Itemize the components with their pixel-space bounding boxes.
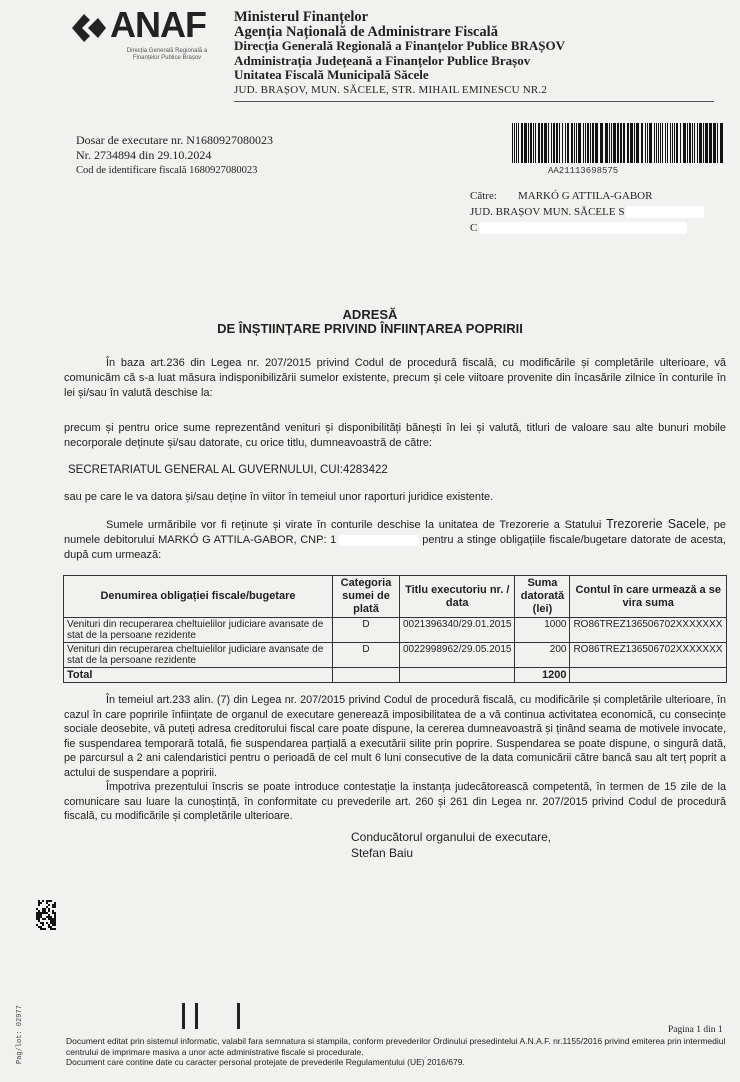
qr-module — [48, 916, 50, 918]
barcode-bar — [571, 123, 573, 163]
logo-subtitle: Direcția Generală Regională a Finanțelor Publice Brașov — [126, 48, 208, 61]
barcode-bar — [713, 123, 716, 163]
qr-module — [50, 916, 52, 918]
qr-module — [40, 914, 42, 916]
logo-text: ANAF — [110, 4, 206, 45]
barcode-bar — [627, 123, 629, 163]
total-label: Total — [64, 668, 333, 683]
footer-line: Document care contine date cu caracter personal protejate de prevederile Regulamentului (UE) 2016/679. — [66, 1057, 465, 1067]
qr-module — [42, 908, 44, 910]
registration-number: Nr. 2734894 din 29.10.2024 — [76, 148, 212, 162]
qr-module — [48, 900, 50, 902]
barcode-bar — [541, 123, 543, 163]
barcode-bar — [565, 123, 566, 163]
qr-module — [38, 918, 40, 920]
column-header: Titlu executoriu nr. / data — [400, 576, 515, 618]
print-mark — [237, 1003, 240, 1029]
qr-module — [38, 900, 40, 902]
qr-module — [52, 920, 54, 922]
qr-module — [42, 922, 44, 924]
qr-module — [52, 906, 54, 908]
barcode-bar — [672, 123, 673, 163]
obligation-category: D — [333, 618, 400, 643]
obligation-title: 0022998962/29.05.2015 — [400, 643, 515, 668]
barcode-bar — [705, 123, 708, 163]
page-number: Pagina 1 din 1 — [668, 1025, 723, 1035]
creditor-name: SECRETARIATUL GENERAL AL GUVERNULUI, CUI:4283422 — [68, 464, 388, 476]
barcode-bar — [634, 123, 635, 163]
addressee-name: MARKÓ G ATTILA-GABOR — [518, 190, 653, 202]
qr-module — [46, 916, 48, 918]
body-paragraph-treasury — [64, 517, 726, 563]
obligation-name: Venituri din recuperarea cheltuielilor judiciare avansate de stat de la persoane rezidente — [64, 643, 333, 668]
print-mark — [195, 1003, 198, 1029]
qr-module — [44, 910, 46, 912]
side-lot-text: Pag/lot: 02977 — [16, 1005, 24, 1064]
qr-module — [50, 900, 52, 902]
qr-module — [40, 926, 42, 928]
barcode-bar — [514, 123, 515, 163]
qr-module — [44, 912, 46, 914]
treasury-text: Sumele urmăribile vor fi reținute și virate în conturile deschise la unitatea de Trezorerie a Statului — [106, 519, 602, 531]
footer-notice — [66, 1036, 726, 1068]
anaf-logo — [68, 4, 228, 68]
table-header-row — [64, 576, 727, 618]
qr-module — [40, 912, 42, 914]
qr-module — [54, 922, 56, 924]
barcode-bar — [574, 123, 575, 163]
addressee-label: Către: — [470, 190, 497, 202]
barcode-bar — [518, 123, 519, 163]
barcode-bar — [703, 123, 704, 163]
barcode-bar — [587, 123, 589, 163]
barcode-bar — [538, 123, 540, 163]
qr-module — [38, 926, 40, 928]
qr-module — [48, 918, 50, 920]
barcode-bar — [533, 123, 534, 163]
barcode-bar — [665, 123, 666, 163]
table-row — [64, 643, 727, 668]
qr-module — [52, 928, 54, 930]
obligation-category: D — [333, 643, 400, 668]
signature-block — [351, 829, 551, 861]
qr-module — [52, 912, 54, 914]
empty-cell — [400, 668, 515, 683]
barcode-bar — [692, 123, 693, 163]
barcode-bar — [578, 123, 581, 163]
barcode-bar — [662, 123, 663, 163]
qr-module — [54, 920, 56, 922]
qr-module — [38, 914, 40, 916]
barcode-bar — [585, 123, 586, 163]
qr-module — [42, 928, 44, 930]
qr-module — [46, 902, 48, 904]
qr-module — [42, 910, 44, 912]
barcode-bar — [524, 123, 527, 163]
qr-module — [54, 916, 56, 918]
barcode-bar — [600, 123, 603, 163]
barcode-bar — [680, 123, 681, 163]
qr-module — [36, 916, 38, 918]
total-amount: 1200 — [515, 668, 570, 683]
header-line: Administrația Județeană a Finanțelor Publice Brașov — [234, 52, 531, 68]
qr-module — [48, 910, 50, 912]
qr-module — [50, 920, 52, 922]
barcode-bar — [620, 123, 622, 163]
empty-cell — [570, 668, 727, 683]
barcode-bar — [562, 123, 563, 163]
body-paragraph: În baza art.236 din Legea nr. 207/2015 privind Codul de procedură fiscală, cu modificările și completările ulterioare, vă comunicăm că s-a luat măsura indisponibilizării sumelor existente, precum și cele viitoare provenite din încasările zilnice în conturile în lei și/sau în valută deschise la: — [64, 357, 726, 399]
qr-module — [50, 926, 52, 928]
header-address: JUD. BRAȘOV, MUN. SĂCELE, STR. MIHAIL EMINESCU NR.2 — [234, 83, 548, 96]
barcode-bar — [551, 123, 552, 163]
qr-module — [44, 928, 46, 930]
qr-module — [42, 918, 44, 920]
barcode — [512, 123, 726, 163]
addressee-address-line: JUD. BRAȘOV MUN. SĂCELE S — [470, 206, 625, 218]
barcode-bar — [576, 123, 577, 163]
qr-module — [36, 918, 38, 920]
qr-module — [54, 924, 56, 926]
barcode-bar — [636, 123, 639, 163]
qr-module — [54, 912, 56, 914]
qr-module — [38, 912, 40, 914]
header-line: Unitatea Fiscală Municipală Săcele — [234, 67, 429, 82]
header-line: Agenția Națională de Administrare Fiscală — [234, 23, 498, 40]
barcode-bar — [699, 123, 702, 163]
obligation-title: 0021396340/29.01.2015 — [400, 618, 515, 643]
barcode-bar — [676, 123, 678, 163]
barcode-bar — [590, 123, 591, 163]
barcode-bar — [567, 123, 569, 163]
empty-cell — [333, 668, 400, 683]
barcode-bar — [645, 123, 646, 163]
barcode-bar — [687, 123, 688, 163]
qr-module — [46, 906, 48, 908]
qr-module — [44, 918, 46, 920]
qr-module — [38, 916, 40, 918]
qr-module — [36, 912, 38, 914]
barcode-number: AA21113698575 — [548, 166, 619, 176]
barcode-bar — [717, 123, 718, 163]
redaction-mark — [626, 206, 704, 218]
barcode-bar — [512, 123, 513, 163]
obligation-account: RO86TREZ136506702XXXXXXX — [570, 618, 727, 643]
qr-module — [38, 902, 40, 904]
debtor-text: , pe numele debitorului MARKÓ G ATTILA-GABOR, CNP: 1 — [64, 519, 726, 546]
barcode-bar — [667, 123, 668, 163]
barcode-bar — [697, 123, 698, 163]
qr-module — [54, 904, 56, 906]
column-header: Contul în care urmează a se vira suma — [570, 576, 727, 618]
qr-module — [52, 910, 54, 912]
column-header: Suma datorată (lei) — [515, 576, 570, 618]
barcode-bar — [656, 123, 657, 163]
signatory-role: Conducătorul organului de executare, — [351, 830, 552, 844]
qr-module — [36, 914, 38, 916]
redaction-mark — [339, 535, 419, 546]
barcode-bar — [609, 123, 610, 163]
document-subtitle: DE ÎNȘTIINȚARE PRIVIND ÎNFIINȚAREA POPRIRII — [217, 321, 523, 336]
barcode-bar — [605, 123, 608, 163]
qr-module — [48, 914, 50, 916]
qr-module — [54, 928, 56, 930]
header-line: Ministerul Finanțelor — [234, 9, 369, 25]
barcode-bar — [683, 123, 686, 163]
qr-module — [42, 912, 44, 914]
column-header: Denumirea obligației fiscale/bugetare — [64, 576, 333, 618]
qr-module — [40, 922, 42, 924]
qr-module — [50, 928, 52, 930]
anaf-emblem-icon — [68, 10, 108, 46]
obligation-amount: 200 — [515, 643, 570, 668]
barcode-bar — [535, 123, 536, 163]
barcode-bar — [544, 123, 547, 163]
treasury-name: Trezorerie Sacele — [606, 517, 706, 531]
barcode-bar — [595, 123, 598, 163]
qr-module — [40, 916, 42, 918]
purpose-text: pentru a stinge obligațiile fiscale/bugetare datorate de acesta, după cum urmează: — [64, 534, 726, 561]
table-total-row — [64, 668, 727, 683]
barcode-bar — [556, 123, 558, 163]
barcode-bar — [720, 123, 723, 163]
barcode-bar — [528, 123, 529, 163]
qr-module — [40, 902, 42, 904]
qr-module — [52, 918, 54, 920]
redaction-mark — [479, 222, 687, 234]
barcode-bar — [641, 123, 643, 163]
qr-module — [54, 914, 56, 916]
qr-module — [48, 908, 50, 910]
qr-module — [40, 928, 42, 930]
qr-module — [46, 922, 48, 924]
addressee-address-line: C — [470, 222, 478, 234]
header-divider — [234, 101, 714, 102]
obligation-amount: 1000 — [515, 618, 570, 643]
barcode-bar — [592, 123, 594, 163]
legal-paragraph: În temeiul art.233 alin. (7) din Legea nr. 207/2015 privind Codul de procedură fiscală, cu modificările și completările ulterioare, în cazul în care popririle înființate de organul de executare generează imposibilitatea de a vă continua activitatea economică, cu consecințe sociale deosebite, vă puteți adresa creditorului fiscal care poate dispune, la cererea dumneavoastră și ținând seama de motivele invocate, fie suspendarea temporară totală, fie suspendarea parțială a executării silite prin poprire. Suspendarea se poate dispune, o singură dată, pe parcursul a 2 ani calendaristici pentru o perioadă de cel mult 6 luni consecutive de la data comunicării către bancă sau alt terț poprit a actului de suspendare a popririi. — [64, 694, 726, 779]
table-row — [64, 618, 727, 643]
barcode-bar — [553, 123, 555, 163]
barcode-bar — [660, 123, 661, 163]
barcode-bar — [530, 123, 532, 163]
print-mark — [182, 1003, 185, 1029]
qr-module — [38, 904, 40, 906]
qr-module — [54, 906, 56, 908]
qr-module — [52, 904, 54, 906]
document-title: ADRESĂ — [342, 307, 398, 322]
legal-paragraph: Împotriva prezentului înscris se poate introduce contestație la instanța judecătorească competentă, în termen de 15 zile de la comunicare sau luare la cunoștință, în conformitate cu prevederile art. 260 și 261 din Legea nr. 207/2015 privind Codul de procedură fiscală, cu modificările și completările ulterioare. — [64, 781, 726, 822]
barcode-bar — [548, 123, 549, 163]
signatory-name: Stefan Baiu — [351, 846, 414, 860]
barcode-bar — [623, 123, 625, 163]
body-paragraph: sau pe care le va datora și/sau deține în viitor în temeiul unor raporturi juridice existente. — [64, 491, 494, 503]
barcode-bar — [516, 123, 517, 163]
barcode-bar — [583, 123, 584, 163]
qr-module — [42, 900, 44, 902]
qr-module — [50, 918, 52, 920]
barcode-bar — [694, 123, 695, 163]
column-header: Categoria sumei de plată — [333, 576, 400, 618]
dossier-number: Dosar de executare nr. N1680927080023 — [76, 133, 273, 147]
dossier-info — [76, 133, 273, 178]
qr-module — [48, 926, 50, 928]
qr-module — [48, 924, 50, 926]
qr-module — [48, 904, 50, 906]
obligation-account: RO86TREZ136506702XXXXXXX — [570, 643, 727, 668]
qr-module — [46, 900, 48, 902]
barcode-bar — [617, 123, 619, 163]
barcode-bar — [611, 123, 612, 163]
qr-module — [50, 922, 52, 924]
qr-module — [52, 924, 54, 926]
body-paragraph: precum și pentru orice sume reprezentând venituri și disponibilități bănești în lei și valută, titluri de valoare sau alte bunuri mobile necorporale deținute și/sau datorate, cu orice titlu, dumneavoastră de către: — [64, 422, 726, 449]
barcode-bar — [649, 123, 652, 163]
barcode-bar — [658, 123, 659, 163]
qr-module — [46, 912, 48, 914]
qr-module — [36, 924, 38, 926]
barcode-bar — [709, 123, 712, 163]
qr-code — [36, 900, 56, 930]
barcode-bar — [689, 123, 691, 163]
qr-module — [54, 918, 56, 920]
qr-module — [54, 902, 56, 904]
qr-module — [52, 922, 54, 924]
addressee-block — [470, 188, 704, 236]
barcode-bar — [674, 123, 675, 163]
header-line: Direcția Generală Regională a Finanțelor Publice BRAȘOV — [234, 38, 565, 53]
qr-module — [42, 924, 44, 926]
obligations-table — [63, 575, 727, 683]
qr-module — [38, 910, 40, 912]
barcode-bar — [630, 123, 633, 163]
obligation-name: Venituri din recuperarea cheltuielilor judiciare avansate de stat de la persoane rezidente — [64, 618, 333, 643]
barcode-bar — [670, 123, 671, 163]
barcode-bar — [521, 123, 523, 163]
barcode-bar — [613, 123, 616, 163]
barcode-bar — [654, 123, 655, 163]
footer-line: Document editat prin sistemul informatic, valabil fara semnatura si stampila, conform prevederilor Ordinului presedintelui A.N.A.F. nr.1155/2016 privind emiterea prin intermediul centrului de imprimare masiva a unor acte administrative fiscale si procedurale. — [66, 1036, 726, 1057]
qr-module — [36, 908, 38, 910]
barcode-bar — [647, 123, 648, 163]
qr-module — [38, 920, 40, 922]
barcode-bar — [559, 123, 560, 163]
qr-module — [44, 908, 46, 910]
institution-header — [234, 10, 714, 97]
fiscal-code: Cod de identificare fiscală 1680927080023 — [76, 165, 258, 176]
